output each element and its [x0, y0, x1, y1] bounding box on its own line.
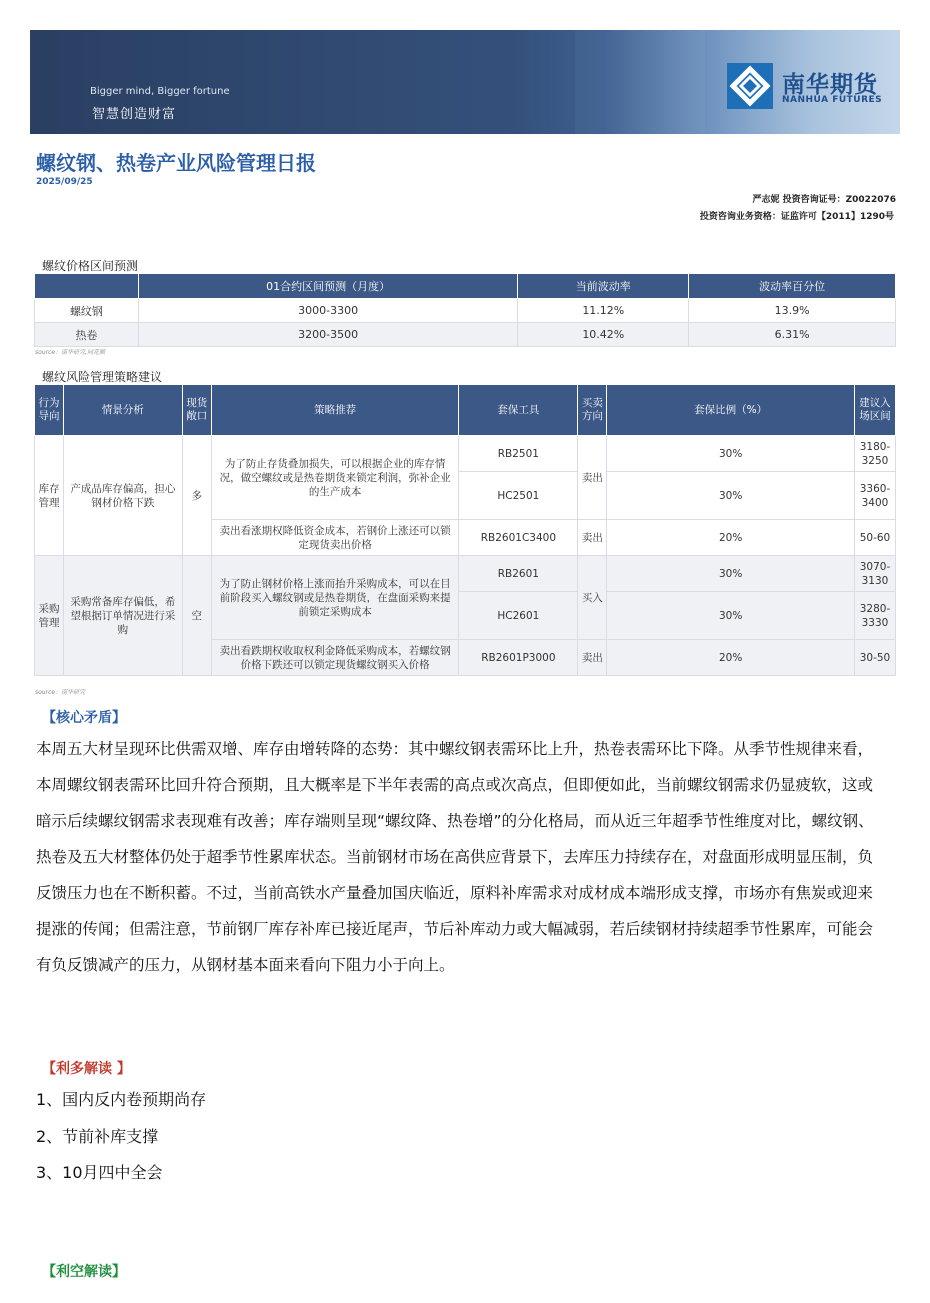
table-row [35, 299, 896, 323]
bullish-item: 2、节前补库支撑 [36, 1127, 159, 1146]
price-range-table [34, 273, 896, 347]
orientation-cell: 采购管理 [35, 556, 64, 676]
strategy-cell: 为了防止存货叠加损失，可以根据企业的库存情况，做空螺纹或是热卷期货来锁定利润，弥补企业的生产成本 [211, 436, 459, 520]
entry-cell: 3070-3130 [854, 556, 895, 592]
table-header: 当前波动率 [518, 274, 689, 299]
bullish-item: 3、10月四中全会 [36, 1163, 163, 1182]
ratio-cell: 30% [607, 472, 855, 520]
exposure-cell: 多 [182, 436, 211, 556]
volatility-value: 10.42% [518, 323, 689, 347]
table-header: 套保比例（%） [607, 385, 855, 436]
ratio-cell: 20% [607, 520, 855, 556]
ratio-cell: 20% [607, 640, 855, 676]
percentile-value: 13.9% [689, 299, 896, 323]
bullish-item: 1、国内反内卷预期尚存 [36, 1090, 207, 1109]
strategy-cell: 卖出看跌期权收取权利金降低采购成本，若螺纹钢价格下跌还可以锁定现货螺纹钢买入价格 [211, 640, 459, 676]
analyst-info: 严志妮 投资咨询证号：Z0022076 [752, 195, 896, 205]
table-row [35, 436, 896, 472]
strategy-cell: 为了防止钢材价格上涨而抬升采购成本，可以在目前阶段买入螺纹钢或是热卷期货，在盘面采购来提前锁定采购成本 [211, 556, 459, 640]
strategy-table-label: 螺纹风险管理策略建议 [42, 370, 163, 384]
tool-cell: RB2601 [459, 556, 578, 592]
tool-cell: RB2601P3000 [459, 640, 578, 676]
report-date: 2025/09/25 [36, 177, 93, 187]
table-header: 套保工具 [459, 385, 578, 436]
tool-cell: HC2601 [459, 592, 578, 640]
license-info: 投资咨询业务资格：证监许可【2011】1290号 [699, 212, 894, 222]
table-header [35, 274, 139, 299]
header-banner [30, 30, 900, 134]
strategy-table-source: source：南华研究 [35, 689, 86, 696]
price-table-label: 螺纹价格区间预测 [42, 259, 139, 273]
range-value: 3000-3300 [138, 299, 518, 323]
table-row [35, 323, 896, 347]
volatility-value: 11.12% [518, 299, 689, 323]
bullish-heading: 【利多解读 】 [42, 1061, 131, 1077]
ratio-cell: 30% [607, 436, 855, 472]
report-title: 螺纹钢、热卷产业风险管理日报 [36, 151, 316, 175]
scenario-cell: 产成品库存偏高，担心钢材价格下跌 [63, 436, 182, 556]
direction-cell: 买入 [578, 556, 607, 640]
logo-text-en: NANHUA FUTURES [782, 95, 883, 105]
table-row [35, 556, 896, 592]
direction-cell: 卖出 [578, 640, 607, 676]
direction-cell: 卖出 [578, 520, 607, 556]
table-header: 行为导向 [35, 385, 64, 436]
scenario-cell: 采购常备库存偏低，希望根据订单情况进行采购 [63, 556, 182, 676]
entry-cell: 3180-3250 [854, 436, 895, 472]
strategy-cell: 卖出看涨期权降低资金成本，若钢价上涨还可以锁定现货卖出价格 [211, 520, 459, 556]
tool-cell: RB2501 [459, 436, 578, 472]
product-name: 螺纹钢 [35, 299, 139, 323]
slogan-english: Bigger mind, Bigger fortune [90, 86, 230, 97]
tool-cell: HC2501 [459, 472, 578, 520]
exposure-cell: 空 [182, 556, 211, 676]
entry-cell: 3280-3330 [854, 592, 895, 640]
table-header: 01合约区间预测（月度） [138, 274, 518, 299]
percentile-value: 6.31% [689, 323, 896, 347]
table-header: 波动率百分位 [689, 274, 896, 299]
product-name: 热卷 [35, 323, 139, 347]
table-header: 买卖方向 [578, 385, 607, 436]
core-paragraph: 本周五大材呈现环比供需双增、库存由增转降的态势：其中螺纹钢表需环比上升，热卷表需环比下降。从季节性规律来看，本周螺纹钢表需环比回升符合预期，且大概率是下半年表需的高点或次高点，但即便如此，当前螺纹钢需求仍显疲软，这或暗示后续螺纹钢需求表现难有改善；库存端则呈现“螺纹降、热卷增”的分化格局，而从近三年超季节性维度对比，螺纹钢、热卷及五大材整体仍处于超季节性累库状态。当前钢材市场在高供应背景下，去库压力持续存在，对盘面形成明显压制，负反馈压力也在不断积蓄。不过，当前高铁水产量叠加国庆临近，原料补库需求对成材成本端形成支撑，市场亦有焦炭或迎来提涨的传闻；但需注意，节前钢厂库存补库已接近尾声，节后补库动力或大幅减弱，若后续钢材持续超季节性累库，可能会有负反馈减产的压力，从钢材基本面来看向下阻力小于向上。 [36, 740, 874, 974]
bearish-heading: 【利空解读】 [42, 1264, 126, 1280]
ratio-cell: 30% [607, 592, 855, 640]
tool-cell: RB2601C3400 [459, 520, 578, 556]
table-header: 现货敞口 [182, 385, 211, 436]
slogan-chinese: 智慧创造财富 [92, 107, 177, 122]
direction-cell: 卖出 [578, 436, 607, 520]
core-heading: 【核心矛盾】 [42, 710, 126, 726]
ratio-cell: 30% [607, 556, 855, 592]
entry-cell: 3360-3400 [854, 472, 895, 520]
range-value: 3200-3500 [138, 323, 518, 347]
entry-cell: 30-50 [854, 640, 895, 676]
strategy-table [34, 384, 896, 676]
price-table-source: source：南华研究,同花顺 [35, 349, 105, 356]
logo-text-cn: 南华期货 [782, 72, 878, 98]
entry-cell: 50-60 [854, 520, 895, 556]
orientation-cell: 库存管理 [35, 436, 64, 556]
table-header: 情景分析 [63, 385, 182, 436]
nanhua-logo-icon [727, 63, 773, 109]
table-header: 策略推荐 [211, 385, 459, 436]
table-header: 建议入场区间 [854, 385, 895, 436]
